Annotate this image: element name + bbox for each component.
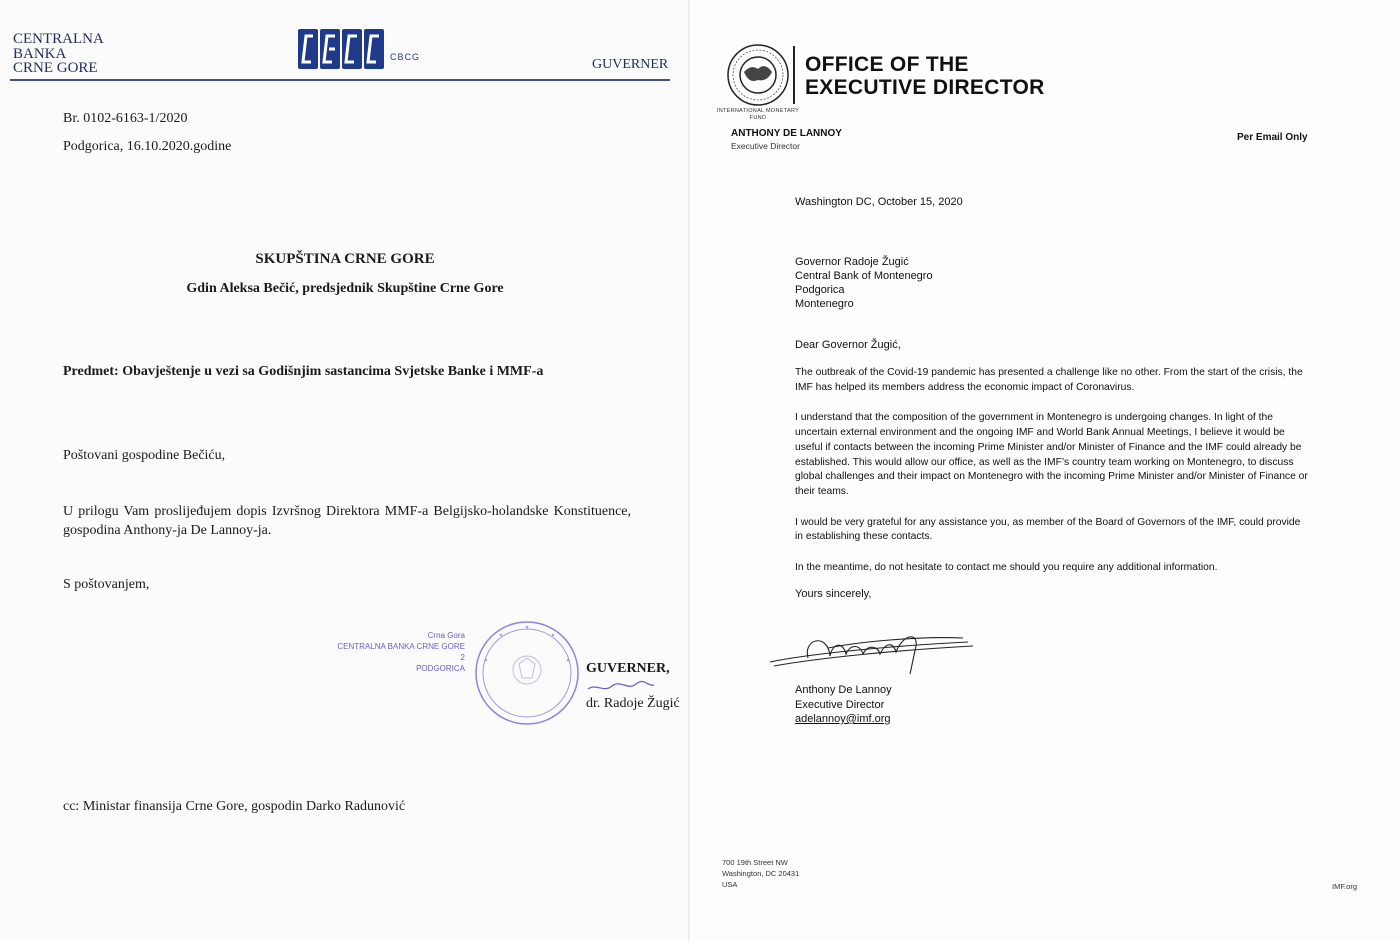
address-line: Podgorica <box>795 284 845 296</box>
signatory-title: GUVERNER, <box>586 661 670 676</box>
footer-address <box>722 857 799 890</box>
sender-name: ANTHONY DE LANNOY <box>731 128 842 139</box>
footer-address-line: Washington, DC 20431 <box>722 869 800 878</box>
signature-icon <box>586 680 656 694</box>
signatory-block <box>795 683 892 727</box>
office-label: GUVERNER <box>592 57 669 72</box>
header-separator <box>793 46 795 104</box>
bank-name-line: BANKA <box>13 45 67 62</box>
delivery-note: Per Email Only <box>1237 132 1308 143</box>
cc-line: cc: Ministar finansija Crne Gore, gospodin Darko Radunović <box>63 799 406 814</box>
bank-name-line: CENTRALNA <box>13 31 104 47</box>
office-title <box>805 53 1045 99</box>
header-rule <box>10 79 670 81</box>
recipient-person: Gdin Aleksa Bečić, predsjednik Skupštine Crne Gore <box>186 281 504 296</box>
recipient-institution: SKUPŠTINA CRNE GORE <box>255 251 435 267</box>
paragraph: I would be very grateful for any assistance you, as member of the Board of Governors of the IMF, could provide in establishing these contacts. <box>795 516 1301 543</box>
paragraph: The outbreak of the Covid-19 pandemic has presented a challenge like no other. From the start of the crisis, the IMF has helped its members address the economic impact of Coronavirus. <box>795 367 1303 393</box>
logo-text: CBCG <box>390 52 421 62</box>
salutation: Poštovani gospodine Bečiću, <box>63 448 226 463</box>
cbcg-letter <box>0 0 690 941</box>
salutation: Dear Governor Žugić, <box>795 339 901 351</box>
imf-seal-icon <box>727 44 789 106</box>
closing: S poštovanjem, <box>63 577 150 592</box>
email-link[interactable]: adelannoy@imf.org <box>795 713 891 725</box>
sender-role: Executive Director <box>731 141 800 151</box>
recipient-address <box>795 255 933 311</box>
stamp-ring-text: CENTRALNA BANKA CRNE GORE <box>337 642 465 651</box>
address-line: Governor Radoje Žugić <box>795 256 909 268</box>
closing: Yours sincerely, <box>795 587 872 600</box>
stamp-number: 2 <box>460 653 465 662</box>
body-text: U prilogu Vam proslijeđujem dopis Izvršnog Direktora MMF-a Belgijsko-holandske Konstituence, gospodina Anthony-ja De Lannoy-ja. <box>63 504 631 538</box>
paragraph: In the meantime, do not hesitate to contact me should you require any additional information. <box>795 562 1218 574</box>
address-line: Central Bank of Montenegro <box>795 270 933 282</box>
office-title-line: EXECUTIVE DIRECTOR <box>805 76 1045 99</box>
signatory-role: Executive Director <box>795 698 885 711</box>
footer-address-line: USA <box>722 880 738 889</box>
stamp-outer-text: Crna Gora <box>427 631 465 640</box>
bank-name-line: CRNE GORE <box>13 60 98 76</box>
place-date: Washington DC, October 15, 2020 <box>795 196 963 208</box>
stamp-city: PODGORICA <box>416 664 465 673</box>
address-line: Montenegro <box>795 298 854 310</box>
footer-address-line: 700 19th Street NW <box>722 858 788 867</box>
footer-website[interactable]: IMF.org <box>1332 882 1358 891</box>
signatory-name: Anthony De Lannoy <box>795 684 892 696</box>
bank-name <box>13 32 104 76</box>
reference-number: Br. 0102-6163-1/2020 <box>63 111 188 126</box>
official-stamp-icon <box>474 620 580 726</box>
signature-icon <box>768 628 978 676</box>
letter-body <box>795 366 1311 600</box>
signatory-name: dr. Radoje Žugić <box>586 696 680 711</box>
place-date: Podgorica, 16.10.2020.godine <box>63 139 232 154</box>
subject-line: Predmet: Obavještenje u vezi sa Godišnjim sastancima Svjetske Banke i MMF-a <box>63 364 544 379</box>
cbcg-logo-icon <box>298 29 384 69</box>
stamp-legend <box>300 630 465 674</box>
office-title-line: OFFICE OF THE <box>805 53 969 76</box>
paragraph: I understand that the composition of the government in Montenegro is undergoing changes. In light of the uncertain external environment and the ongoing IMF and World Bank Annual Meetings, I believe it would be useful if contacts between the incoming Prime Minister and/or Minister of Finance and the IMF could already be established. This would allow our office, as well as the IMF’s country team working on Montenegro, to discuss global challenges and their impact on Montenegro with the incoming Prime Minister and/or Minister of Finance or their teams. <box>795 412 1308 497</box>
seal-text: INTERNATIONAL MONETARY FUND <box>716 108 800 121</box>
imf-letter <box>690 0 1400 941</box>
